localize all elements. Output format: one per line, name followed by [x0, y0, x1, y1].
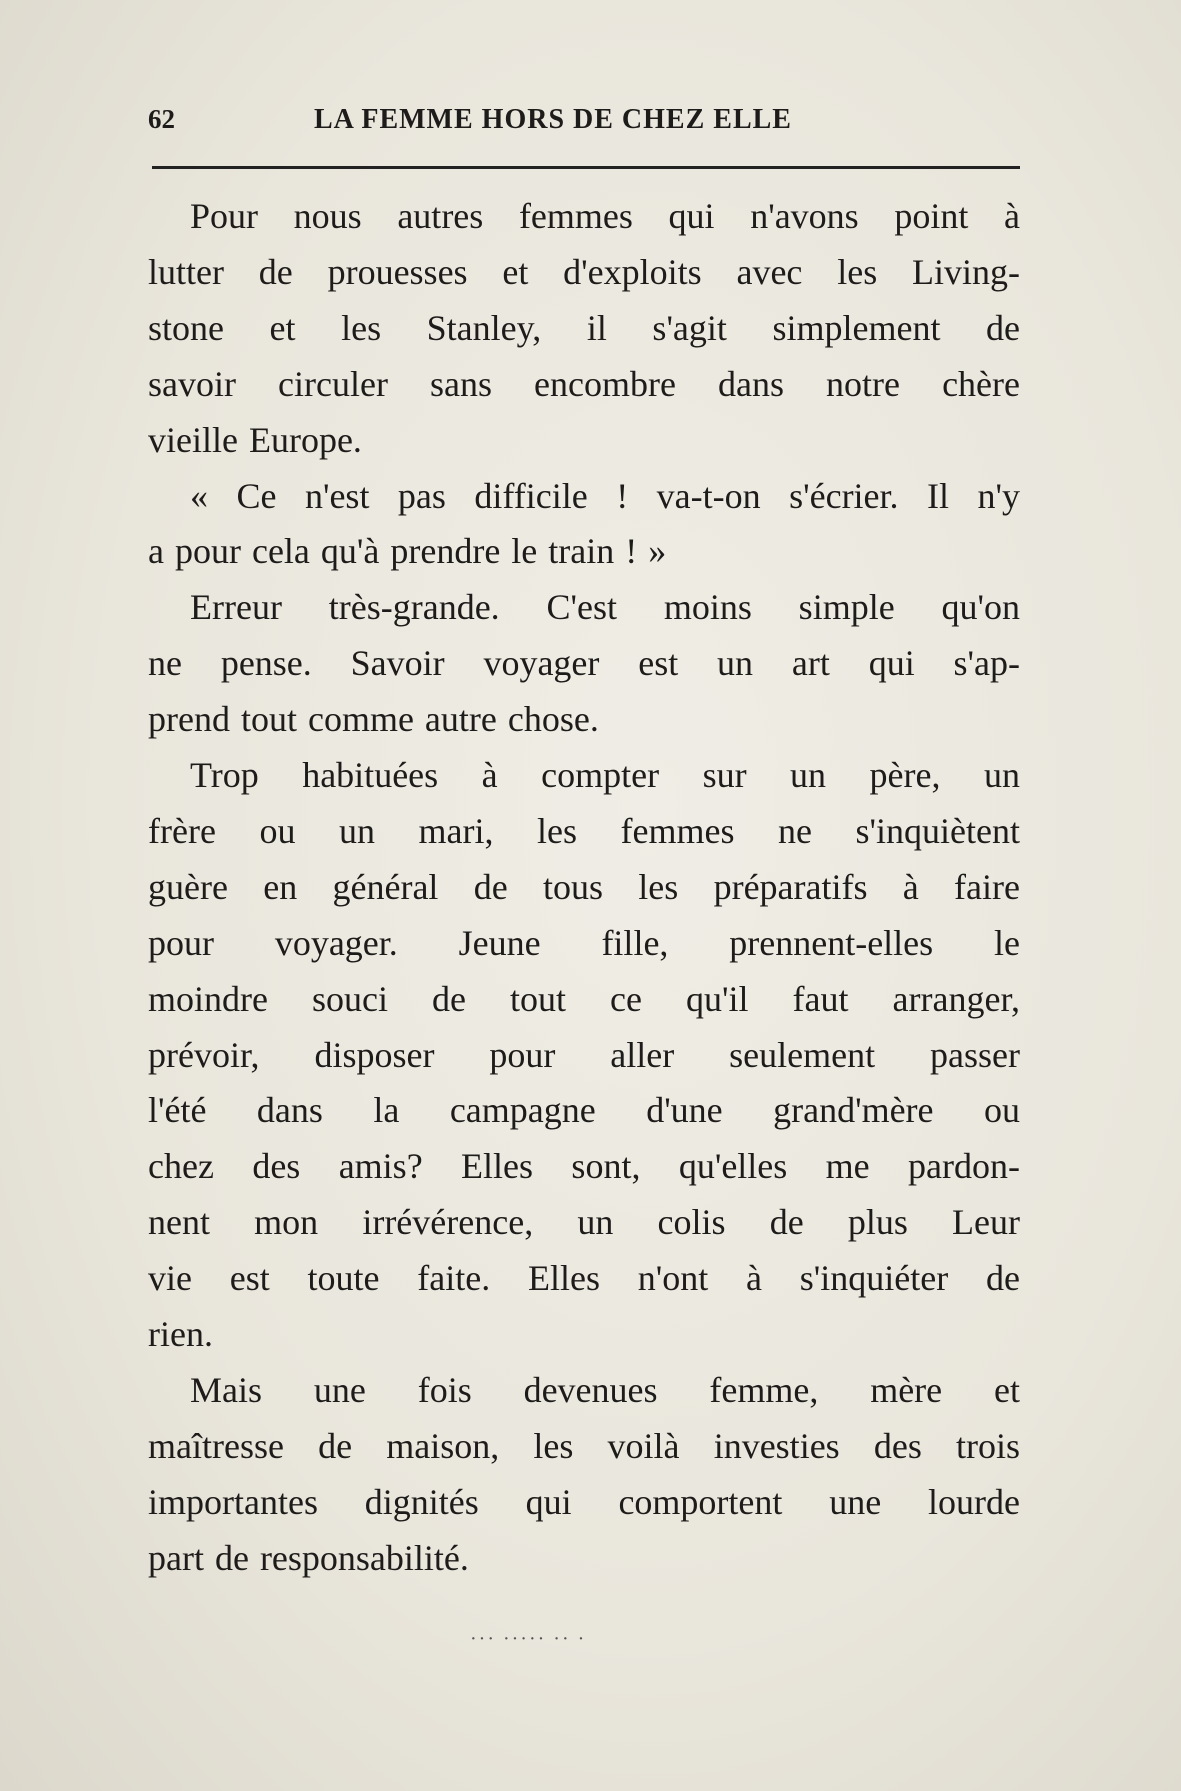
- text-line: moindre souci de tout ce qu'il faut arranger,: [148, 978, 1020, 1019]
- text-line: maîtresse de maison, les voilà investies des trois: [148, 1425, 1020, 1466]
- text-line: part de responsabilité.: [148, 1537, 469, 1578]
- text-line: frère ou un mari, les femmes ne s'inquiètent: [148, 810, 1020, 851]
- text-line: Trop habituées à compter sur un père, un: [190, 755, 1020, 795]
- text-line: prévoir, disposer pour aller seulement passer: [148, 1034, 1020, 1075]
- text-line: a pour cela qu'à prendre le train ! »: [148, 531, 667, 572]
- text-line: Mais une fois devenues femme, mère et: [190, 1369, 1020, 1410]
- text-line: ne pense. Savoir voyager est un art qui s'ap-: [148, 643, 1020, 684]
- text-line: nent mon irrévérence, un colis de plus Leur: [148, 1202, 1020, 1243]
- text-line: rien.: [148, 1314, 213, 1354]
- text-line: « Ce n'est pas difficile ! va-t-on s'écrier. Il n'y: [190, 475, 1020, 516]
- text-line: l'été dans la campagne d'une grand'mère ou: [148, 1090, 1020, 1131]
- text-line: pour voyager. Jeune fille, prennent-elles le: [148, 922, 1020, 963]
- page-number: 62: [148, 104, 175, 134]
- text-line: vie est toute faite. Elles n'ont à s'inquiéter de: [148, 1258, 1020, 1299]
- text-line: chez des amis? Elles sont, qu'elles me pardon-: [148, 1146, 1020, 1187]
- text-line: savoir circuler sans encombre dans notre chère: [148, 363, 1020, 404]
- text-line: Pour nous autres femmes qui n'avons point à: [190, 196, 1020, 236]
- text-line: importantes dignités qui comportent une lourde: [148, 1481, 1020, 1522]
- bleed-through-marks: ··· ····· ·· ·: [470, 1628, 587, 1650]
- text-line: stone et les Stanley, il s'agit simplement de: [148, 307, 1020, 348]
- text-line: vieille Europe.: [148, 419, 362, 460]
- text-line: prend tout comme autre chose.: [148, 699, 599, 740]
- text-line: guère en général de tous les préparatifs à faire: [148, 866, 1020, 907]
- header-rule: [152, 166, 1020, 169]
- running-title: LA FEMME HORS DE CHEZ ELLE: [314, 104, 792, 135]
- text-line: lutter de prouesses et d'exploits avec les Living-: [148, 251, 1020, 292]
- text-line: Erreur très-grande. C'est moins simple qu'on: [190, 587, 1020, 628]
